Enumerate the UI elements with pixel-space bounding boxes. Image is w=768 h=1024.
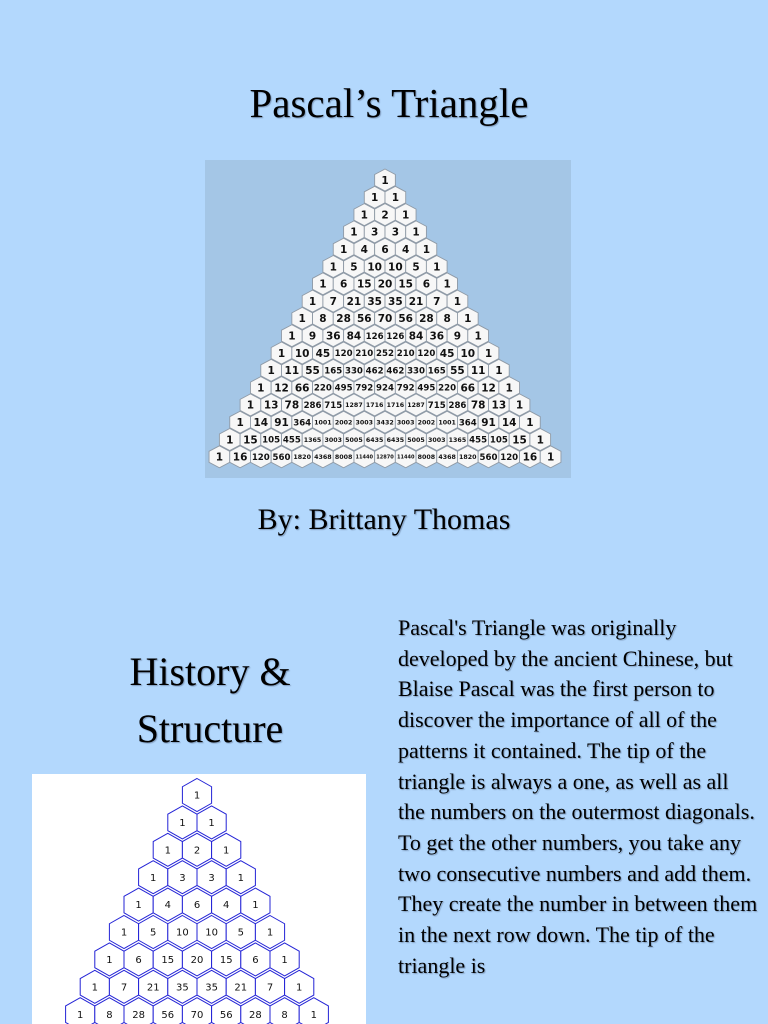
hero-triangle-cell-value: 6 — [422, 278, 431, 291]
hero-triangle-cell-value: 4 — [402, 243, 410, 256]
section-title — [60, 643, 360, 757]
hero-triangle-cell-value: 35 — [388, 295, 403, 308]
hero-triangle-cell-value: 210 — [396, 349, 415, 360]
hero-triangle-cell-value: 6 — [339, 278, 348, 291]
hero-triangle-cell-value: 91 — [481, 416, 496, 429]
section-triangle-cell — [212, 833, 241, 866]
section-triangle-cell — [139, 861, 168, 894]
section-triangle-cell — [168, 970, 197, 1003]
hero-triangle-cell-value: 45 — [315, 347, 331, 360]
hero-triangle-cell-value: 120 — [417, 349, 436, 360]
hero-triangle-cell-value: 1 — [257, 382, 265, 395]
hero-triangle-cell-value: 1 — [226, 434, 234, 447]
hero-triangle-cell-value: 4 — [360, 243, 368, 256]
hero-triangle-cell-value: 1 — [391, 192, 400, 205]
hero-triangle-cell-value: 1 — [277, 347, 286, 360]
hero-triangle-cell-value: 8008 — [417, 454, 436, 462]
section-triangle-cell — [197, 861, 226, 894]
hero-triangle-cell-value: 1 — [329, 261, 337, 274]
section-triangle-cell-value: 1 — [223, 845, 230, 857]
section-triangle-cell-value: 6 — [193, 900, 201, 912]
section-triangle-cell — [153, 943, 182, 976]
hero-triangle-cell-value: 220 — [438, 383, 457, 394]
hero-triangle-cell-value: 56 — [398, 313, 414, 326]
hero-triangle-cell-value: 105 — [262, 435, 281, 446]
section-triangle-cell-value: 1 — [120, 927, 128, 939]
byline: By: Brittany Thomas — [257, 503, 511, 536]
section-triangle-cell — [153, 998, 182, 1024]
hero-triangle-cell-value: 91 — [274, 416, 289, 429]
section-triangle-cell — [285, 970, 314, 1003]
hero-triangle-cell-value: 1287 — [407, 402, 425, 410]
hero-triangle-cell-value: 1 — [453, 295, 462, 308]
section-triangle-cell — [299, 998, 328, 1024]
hero-triangle-cell-value: 792 — [396, 383, 415, 394]
hero-triangle-cell-value: 9 — [308, 330, 317, 343]
section-triangle-cell — [255, 916, 284, 949]
hero-triangle-cell-value: 105 — [489, 435, 508, 446]
hero-triangle-cell-value: 120 — [500, 452, 519, 463]
hero-triangle-cell-value: 16 — [232, 451, 248, 464]
section-triangle-cell — [109, 916, 138, 949]
hero-triangle-cell-value: 1 — [215, 451, 224, 464]
section-triangle-cell — [197, 806, 226, 839]
section-triangle-cell — [95, 998, 124, 1024]
section-pascal-triangle-figure — [32, 774, 366, 1024]
section-triangle-cell-value: 1 — [106, 955, 113, 966]
hero-triangle-cell-value: 8 — [319, 313, 327, 326]
hero-triangle-cell-value: 3 — [370, 226, 379, 239]
hero-triangle-cell-value: 28 — [419, 313, 434, 326]
section-triangle-cell-value: 1 — [193, 790, 201, 802]
section-triangle-cell-value: 5 — [150, 927, 157, 939]
hero-triangle-cell-value: 1365 — [448, 436, 467, 444]
hero-triangle-cell-value: 1 — [236, 416, 244, 429]
hero-triangle-cell-value: 10 — [460, 347, 476, 360]
section-triangle-cell-value: 1 — [296, 982, 303, 994]
hero-triangle-cell-value: 84 — [408, 330, 424, 343]
section-triangle-cell-value: 1 — [179, 818, 186, 829]
section-triangle-cell — [212, 888, 241, 921]
section-triangle-cell — [270, 943, 299, 976]
hero-triangle-cell-value: 8008 — [334, 454, 353, 462]
section-triangle-cell-value: 35 — [205, 982, 218, 994]
hero-triangle-cell-value: 21 — [408, 295, 424, 308]
section-triangle-cell-value: 20 — [190, 955, 204, 966]
hero-triangle-cell-value: 1 — [381, 174, 389, 187]
hero-triangle-cell-value: 8 — [443, 313, 451, 326]
section-triangle-cell-value: 2 — [193, 845, 201, 857]
section-triangle-cell-value: 1 — [310, 1009, 317, 1021]
hero-triangle-cell-value: 455 — [469, 435, 488, 446]
section-triangle-cell — [168, 806, 197, 839]
hero-triangle-cell-value: 924 — [376, 383, 394, 394]
hero-triangle-cell-value: 1820 — [293, 454, 311, 462]
hero-triangle-cell-value: 84 — [346, 330, 362, 343]
section-triangle-cell — [124, 943, 153, 976]
section-triangle-cell — [182, 779, 211, 812]
section-triangle-cell — [241, 998, 270, 1024]
hero-triangle-cell-value: 1 — [298, 313, 306, 326]
section-triangle-cell — [109, 970, 138, 1003]
hero-triangle-cell-value: 20 — [377, 278, 393, 291]
hero-triangle-cell-value: 1716 — [365, 402, 384, 410]
hero-triangle-cell-value: 1 — [443, 278, 451, 291]
section-triangle-cell-value: 15 — [161, 955, 175, 966]
section-triangle-graphic — [32, 774, 366, 1024]
section-triangle-cell-value: 8 — [281, 1009, 288, 1021]
hero-triangle-cell-value: 1 — [464, 313, 472, 326]
section-title-line2: Structure — [136, 706, 284, 751]
hero-triangle-cell-value: 14 — [501, 416, 517, 429]
hero-triangle-cell-value: 462 — [386, 366, 405, 377]
hero-triangle-cell-value: 6435 — [365, 436, 384, 444]
hero-triangle-cell-value: 165 — [427, 366, 446, 377]
section-triangle-cell — [226, 861, 255, 894]
hero-triangle-cell-value: 2002 — [334, 419, 353, 427]
hero-triangle-cell-value: 286 — [303, 401, 322, 411]
hero-triangle-cell-value: 560 — [272, 452, 291, 463]
hero-triangle-cell-value: 45 — [439, 347, 455, 360]
hero-triangle-cell-value: 28 — [336, 313, 351, 326]
hero-triangle-cell-value: 55 — [305, 365, 320, 378]
section-triangle-cell — [197, 970, 226, 1003]
section-triangle-cell — [182, 998, 211, 1024]
hero-triangle-cell-value: 210 — [355, 349, 374, 360]
hero-triangle-cell-value: 11440 — [396, 454, 415, 461]
hero-triangle-cell-value: 9 — [453, 330, 462, 343]
section-triangle-cell — [212, 943, 241, 976]
hero-triangle-cell-value: 220 — [313, 383, 332, 394]
section-triangle-cell-value: 7 — [266, 982, 274, 994]
page-title: Pascal’s Triangle — [249, 80, 529, 126]
hero-triangle-cell-value: 252 — [376, 349, 394, 360]
hero-triangle-cell-value: 66 — [460, 382, 476, 395]
body-paragraph: Pascal's Triangle was originally developed by the ancient Chinese, but Blaise Pascal was the first person to discover the importance of all of the patterns it contained. The tip of the triangle is always a one, as well as all the numbers on the outermost diagonals. To get the other numbers, you take any two consecutive numbers and add them. They create the number in between them in the next row down. The tip of the triangle is — [398, 615, 758, 978]
hero-triangle-cell-value: 495 — [417, 383, 436, 394]
hero-triangle-cell-value: 1 — [267, 365, 275, 378]
section-triangle-cell-value: 1 — [91, 982, 98, 994]
hero-triangle-cell-value: 1716 — [386, 402, 405, 410]
section-triangle-cell — [124, 998, 153, 1024]
section-triangle-cell-value: 7 — [120, 982, 128, 994]
hero-triangle-graphic — [205, 160, 571, 478]
hero-triangle-cell-value: 36 — [429, 330, 445, 343]
section-triangle-cell-value: 1 — [281, 955, 288, 966]
hero-triangle-cell-value: 11440 — [355, 454, 374, 461]
hero-triangle-cell-value: 14 — [253, 416, 269, 429]
section-triangle-cell-value: 21 — [146, 982, 160, 994]
section-triangle-cell — [226, 916, 255, 949]
section-triangle-cell-value: 35 — [176, 982, 189, 994]
section-triangle-cell — [168, 916, 197, 949]
hero-triangle-cell-value: 78 — [470, 399, 486, 412]
hero-triangle-cell-value: 1 — [474, 330, 482, 343]
hero-triangle-cell-value: 560 — [479, 452, 498, 463]
hero-triangle-cell-value: 364 — [458, 418, 477, 429]
section-triangle-cell — [270, 998, 299, 1024]
hero-triangle-cell-value: 2 — [381, 209, 389, 222]
section-triangle-cell-value: 1 — [135, 900, 142, 912]
hero-triangle-cell-value: 1 — [422, 243, 431, 256]
hero-triangle-cell-value: 1 — [350, 226, 358, 239]
section-triangle-cell — [212, 998, 241, 1024]
hero-triangle-cell-value: 5 — [412, 261, 420, 274]
hero-triangle-cell-value: 16 — [522, 451, 538, 464]
section-triangle-cell-value: 28 — [249, 1009, 262, 1021]
hero-triangle-cell-value: 78 — [284, 399, 300, 412]
hero-triangle-cell-value: 12 — [481, 382, 496, 395]
hero-triangle-cell-value: 715 — [324, 401, 343, 411]
section-triangle-cell — [139, 916, 168, 949]
hero-triangle-cell-value: 1287 — [345, 402, 363, 410]
section-triangle-cell — [124, 888, 153, 921]
section-triangle-cell-value: 1 — [237, 872, 244, 884]
section-triangle-cell-value: 4 — [223, 900, 230, 912]
hero-triangle-cell-value: 3003 — [355, 419, 374, 427]
hero-triangle-cell-value: 1 — [370, 192, 379, 205]
hero-triangle-cell-value: 12 — [274, 382, 289, 395]
hero-triangle-cell-value: 1 — [402, 209, 410, 222]
section-triangle-cell — [255, 970, 284, 1003]
hero-triangle-cell-value: 70 — [377, 313, 393, 326]
hero-triangle-cell-value: 11 — [470, 365, 486, 378]
hero-triangle-cell-value: 1 — [246, 399, 255, 412]
hero-triangle-cell-value: 55 — [450, 365, 465, 378]
hero-triangle-cell-value: 1 — [288, 330, 296, 343]
section-triangle-cell — [182, 888, 211, 921]
section-triangle-cell — [182, 833, 211, 866]
section-triangle-cell-value: 56 — [161, 1009, 175, 1021]
hero-triangle-cell-value: 330 — [407, 366, 426, 377]
hero-triangle-cell-value: 5005 — [345, 436, 363, 444]
hero-triangle-cell-value: 3003 — [396, 419, 415, 427]
hero-triangle-cell-value: 3003 — [324, 436, 343, 444]
hero-triangle-cell-value: 1820 — [459, 454, 477, 462]
hero-triangle-cell-value: 3003 — [427, 436, 446, 444]
section-triangle-cell-value: 8 — [106, 1009, 113, 1021]
hero-triangle-cell-value: 462 — [365, 366, 384, 377]
hero-triangle-cell-value: 1 — [412, 226, 420, 239]
hero-triangle-cell-value: 1 — [495, 365, 503, 378]
section-triangle-cell-value: 5 — [237, 927, 244, 939]
hero-triangle-cell-value: 715 — [427, 401, 446, 411]
hero-triangle-cell-value: 1001 — [314, 419, 332, 427]
hero-triangle-cell-value: 11 — [284, 365, 300, 378]
hero-triangle-cell-value: 10 — [367, 261, 382, 274]
hero-triangle-cell-value: 13 — [263, 399, 279, 412]
hero-triangle-cell-value: 364 — [293, 418, 312, 429]
section-triangle-cell-value: 56 — [219, 1009, 233, 1021]
hero-triangle-cell-value: 7 — [329, 295, 337, 308]
section-title-line1: History & — [129, 649, 291, 694]
hero-triangle-cell-value: 1 — [546, 451, 555, 464]
hero-triangle-cell-value: 1 — [339, 243, 348, 256]
section-triangle-cell-value: 1 — [252, 900, 259, 912]
section-triangle-cell — [241, 888, 270, 921]
hero-triangle-cell-value: 455 — [282, 435, 301, 446]
hero-triangle-cell-value: 3 — [391, 226, 400, 239]
hero-triangle-cell-value: 4368 — [438, 454, 456, 462]
section-triangle-cell — [182, 943, 211, 976]
section-triangle-cell-value: 10 — [176, 927, 189, 939]
hero-triangle-cell-value: 56 — [356, 313, 372, 326]
hero-triangle-cell-value: 2002 — [417, 419, 436, 427]
section-triangle-cell-value: 1 — [266, 927, 274, 939]
hero-triangle-cell-value: 1 — [526, 416, 534, 429]
hero-triangle-cell-value: 7 — [433, 295, 441, 308]
hero-triangle-cell-value: 1 — [319, 278, 327, 291]
section-triangle-cell-value: 4 — [164, 900, 171, 912]
hero-triangle-cell-value: 15 — [356, 278, 372, 291]
hero-triangle-cell-value: 1001 — [438, 419, 456, 427]
hero-triangle-cell-value: 6435 — [386, 436, 405, 444]
section-triangle-cell — [139, 970, 168, 1003]
section-triangle-cell-value: 70 — [190, 1009, 204, 1021]
section-triangle-cell — [95, 943, 124, 976]
hero-triangle-cell-value: 165 — [324, 366, 343, 377]
section-triangle-cell-value: 21 — [234, 982, 248, 994]
hero-triangle-cell-value: 120 — [334, 349, 353, 360]
section-triangle-cell-value: 28 — [132, 1009, 145, 1021]
section-triangle-cell — [226, 970, 255, 1003]
section-triangle-cell — [197, 916, 226, 949]
section-triangle-cell-value: 6 — [135, 955, 142, 966]
hero-triangle-cell-value: 10 — [294, 347, 310, 360]
section-triangle-cell-value: 10 — [205, 927, 218, 939]
section-triangle-cell-value: 1 — [77, 1009, 84, 1021]
hero-triangle-cell-value: 1 — [536, 434, 544, 447]
section-triangle-cell — [66, 998, 95, 1024]
hero-triangle-cell-value: 21 — [346, 295, 362, 308]
hero-triangle-cell-value: 1 — [484, 347, 493, 360]
section-triangle-cell-value: 15 — [219, 955, 233, 966]
section-triangle-cell-value: 3 — [208, 872, 215, 884]
hero-triangle-cell-value: 6 — [381, 243, 389, 256]
hero-triangle-cell-value: 15 — [243, 434, 258, 447]
hero-pascal-triangle-figure — [205, 160, 571, 478]
section-triangle-cell-value: 1 — [164, 845, 171, 857]
hero-triangle-cell-value: 286 — [448, 401, 467, 411]
hero-triangle-cell-value: 120 — [251, 452, 270, 463]
hero-triangle-cell-value: 330 — [344, 366, 363, 377]
section-triangle-cell — [153, 833, 182, 866]
hero-triangle-cell-value: 1 — [360, 209, 368, 222]
hero-triangle-cell-value: 126 — [386, 331, 405, 342]
hero-triangle-cell-value: 15 — [512, 434, 527, 447]
hero-triangle-cell-value: 15 — [398, 278, 414, 291]
section-triangle-cell-value: 1 — [150, 872, 157, 884]
hero-triangle-cell-value: 1 — [433, 261, 441, 274]
section-triangle-cell — [153, 888, 182, 921]
hero-triangle-cell-value: 1365 — [303, 436, 322, 444]
hero-triangle-cell-value: 495 — [334, 383, 353, 394]
section-triangle-cell-value: 3 — [179, 872, 186, 884]
hero-triangle-cell-value: 13 — [491, 399, 507, 412]
section-triangle-cell — [168, 861, 197, 894]
section-triangle-cell — [241, 943, 270, 976]
hero-triangle-cell-value: 3432 — [376, 419, 394, 427]
section-triangle-cell — [80, 970, 109, 1003]
hero-triangle-cell-value: 126 — [365, 331, 384, 342]
hero-triangle-cell-value: 792 — [355, 383, 374, 394]
hero-triangle-cell-value: 35 — [367, 295, 382, 308]
hero-triangle-cell-value: 36 — [325, 330, 341, 343]
section-triangle-cell-value: 6 — [252, 955, 259, 966]
hero-triangle-cell-value: 5005 — [407, 436, 425, 444]
hero-triangle-cell-value: 5 — [350, 261, 358, 274]
hero-triangle-cell-value: 66 — [294, 382, 310, 395]
hero-triangle-cell-value: 12870 — [376, 454, 394, 461]
hero-triangle-cell-value: 4368 — [314, 454, 332, 462]
hero-triangle-cell-value: 10 — [388, 261, 403, 274]
section-triangle-cell-value: 1 — [208, 818, 215, 829]
hero-triangle-cell-value: 1 — [515, 399, 524, 412]
hero-triangle-cell-value: 1 — [505, 382, 513, 395]
hero-triangle-cell-value: 1 — [308, 295, 317, 308]
